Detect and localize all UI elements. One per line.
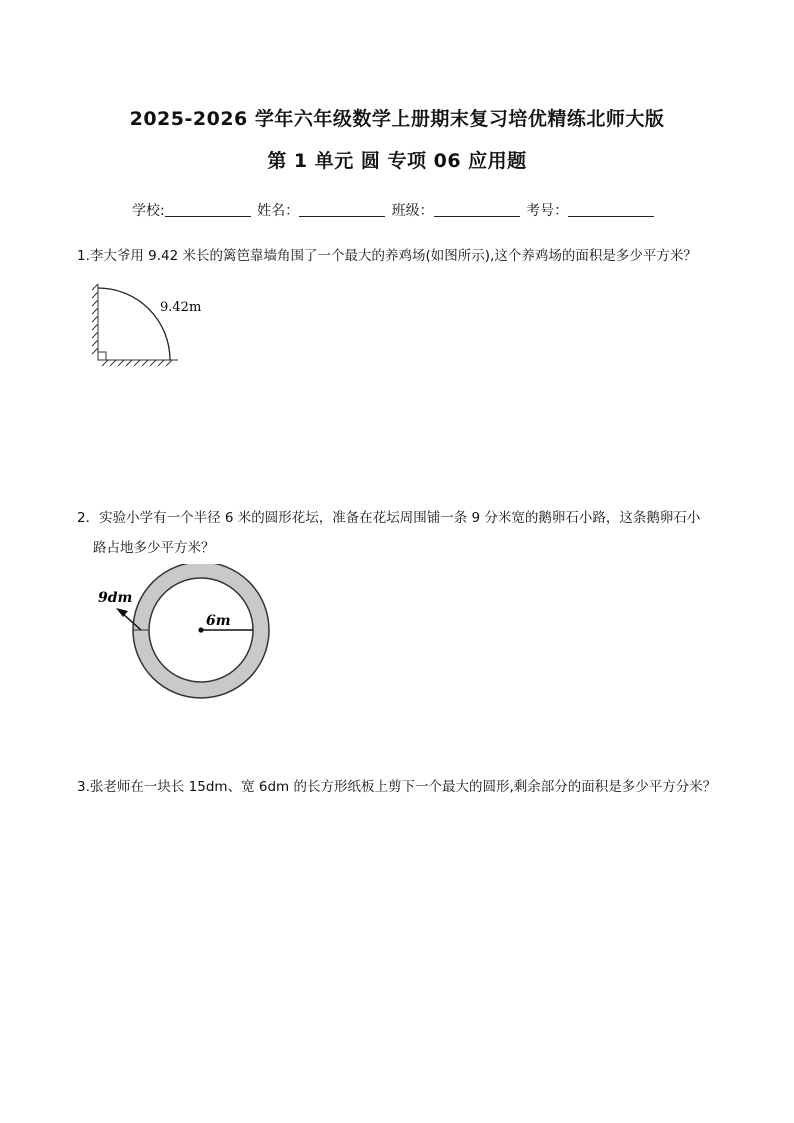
path-width-label: 9dm [98,590,133,606]
fence-length-label: 9.42m [160,300,202,315]
quarter-arc [98,288,170,360]
name-blank[interactable] [299,202,385,217]
page-subtitle: 第 1 单元 圆 专项 06 应用题 [267,150,527,172]
question-1-text: 1.李大爷用 9.42 米长的篱笆靠墙角围了一个最大的养鸡场(如图所示),这个养鸡场的面积是多少平方米？ [77,248,697,264]
class-blank[interactable] [434,202,520,217]
question-2-text-line1: 2．实验小学有一个半径 6 米的圆形花坛，准备在花坛周围铺一条 9 分米宽的鹅卵石小路，这条鹅卵石小 [77,510,701,526]
class-label: 班级： [391,203,434,219]
name-label: 姓名： [257,203,300,219]
right-angle-mark [98,352,106,360]
radius-label: 6m [206,613,231,629]
quarter-circle-figure [86,280,216,370]
school-blank[interactable] [165,202,251,217]
question-2 [77,503,737,563]
question-2-text-line2: 路占地多少平方米？ [93,540,215,556]
school-label: 学校: [132,203,165,219]
page-title: 2025-2026 学年六年级数学上册期末复习培优精练北师大版 [129,108,665,130]
question-3-text: 3.张老师在一块长 15dm、宽 6dm 的长方形纸板上剪下一个最大的圆形,剩余部分的面积是多少平方分米？ [77,779,717,795]
question-3 [77,772,737,802]
ring-path-figure [94,564,284,704]
id-blank[interactable] [568,202,654,217]
id-label: 考号： [526,203,569,219]
width-arrow-head [116,608,128,617]
student-info-row [132,200,656,220]
question-1 [77,241,737,271]
